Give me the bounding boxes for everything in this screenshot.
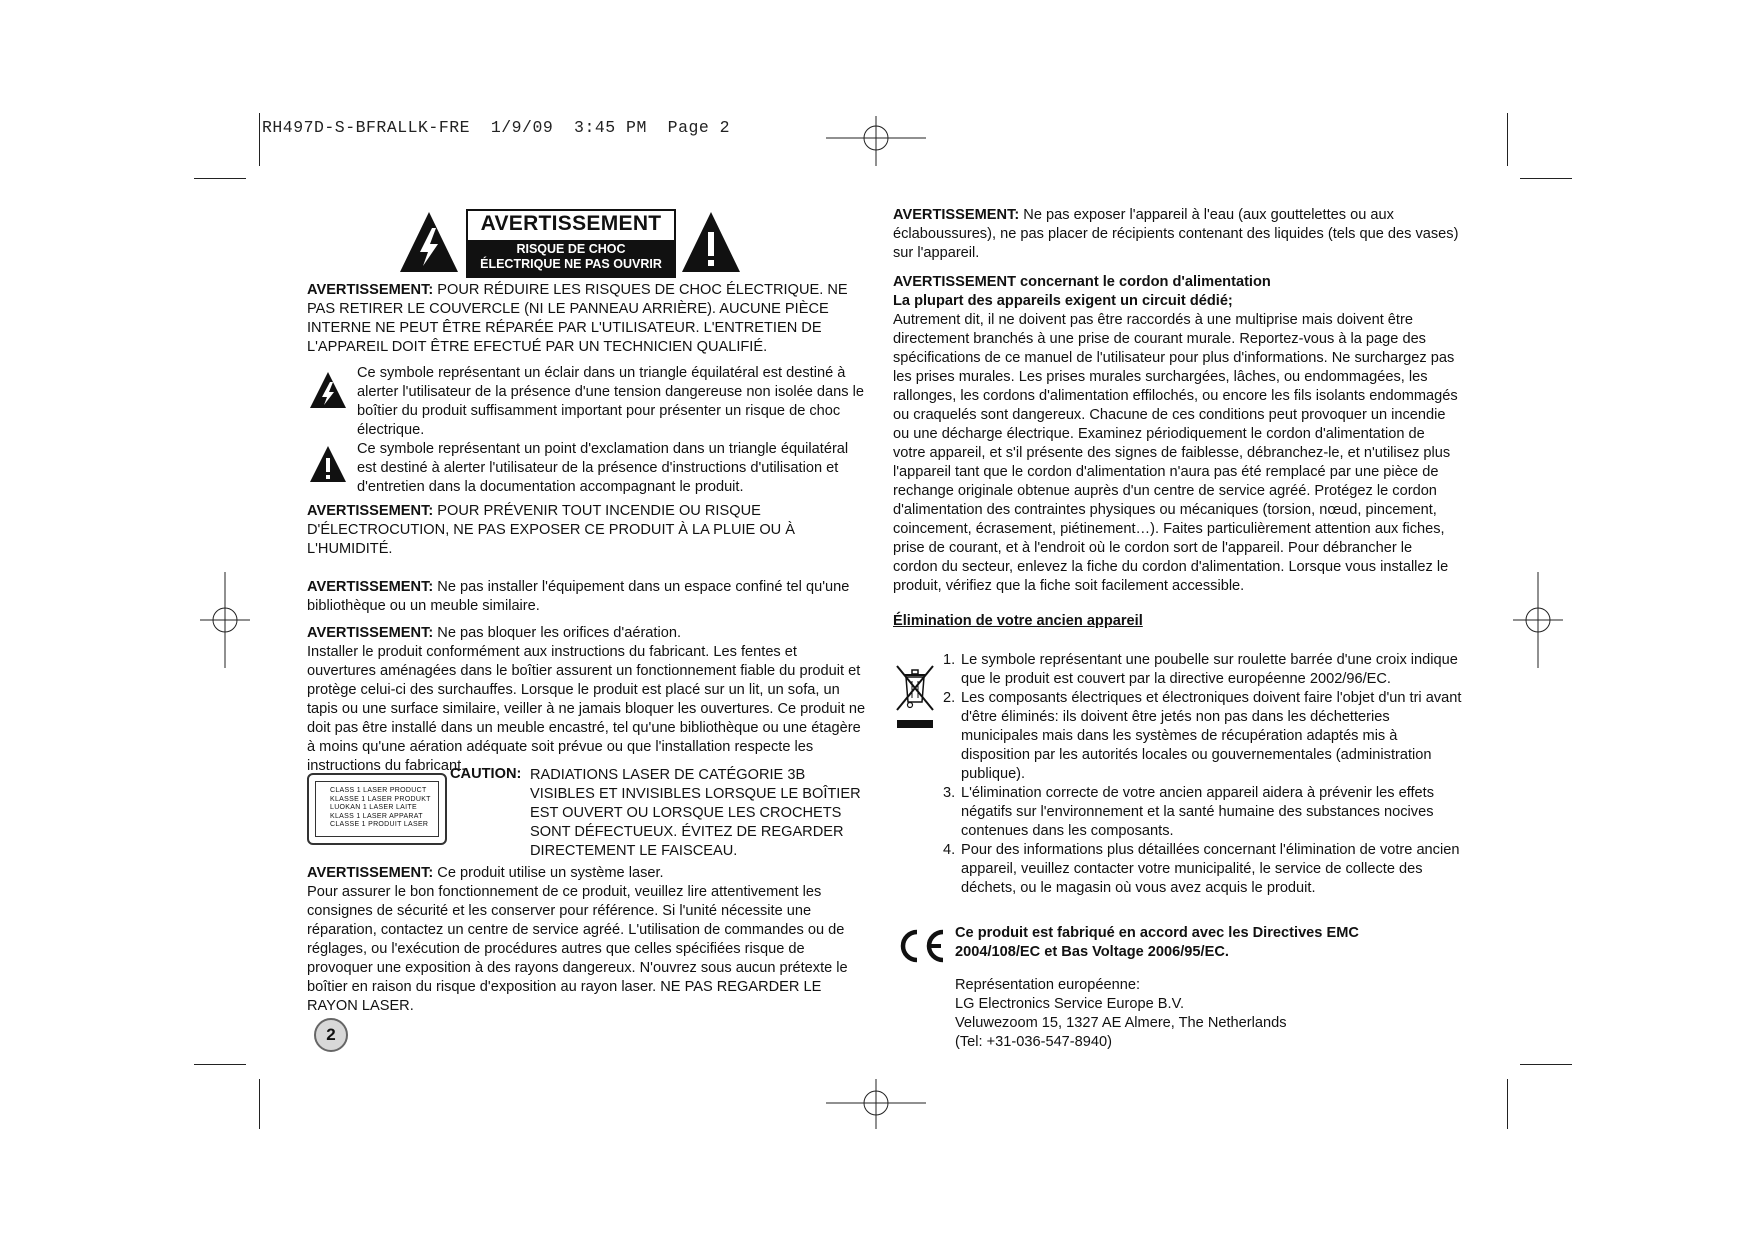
warning-label [466,209,676,278]
left-column-bottom [307,864,871,1016]
warning-label-subtitle: RISQUE DE CHOC ÉLECTRIQUE NE PAS OUVRIR [468,240,674,276]
disposal-list [943,651,1463,898]
warning-laser: AVERTISSEMENT: Ce produit utilise un système laser. [307,865,664,881]
warning-confined-space: AVERTISSEMENT: Ne pas installer l'équipement dans un espace confiné tel qu'une bibliothèque ou un meuble similaire. [307,579,850,614]
ce-mark-icon [893,926,949,966]
crossed-bin-icon [893,660,937,732]
cord-heading: AVERTISSEMENT concernant le cordon d'alimentation [893,274,1271,290]
warning-fire: AVERTISSEMENT: POUR PRÉVENIR TOUT INCENDIE OU RISQUE D'ÉLECTROCUTION, NE PAS EXPOSER CE PRODUIT À LA PLUIE OU À L'HUMIDITÉ. [307,503,796,557]
cord-subheading: La plupart des appareils exigent un circuit dédié; [893,293,1233,309]
laser-class-label: CLASS 1 LASER PRODUCT KLASSE 1 LASER PRODUKT LUOKAN 1 LASER LAITE KLASS 1 LASER APPARAT CLASSE 1 PRODUIT LASER [307,773,447,845]
exclamation-triangle-icon [680,210,742,274]
registration-mark-bottom [820,1075,932,1131]
symbol-lightning-explanation: Ce symbole représentant un éclair dans un triangle équilatéral est destiné à alerter l'utilisateur de la présence d'une tension dangereuse non isolée dans le boîtier du produit suffisamment important pour présenter un risque de choc électrique. [357,365,864,438]
left-column-mid [307,502,867,776]
laser-text: Pour assurer le bon fonctionnement de ce produit, veuillez lire attentivement les consignes de sécurité et les conserver pour référence. Si l'unité nécessite une réparation, contactez un centre de service agréé. L'utilisation de commandes ou de réglages, ou l'exécution de procédures autres que celles spécifiées risque de provoquer une exposition à des rayons dangereux. N'ouvrez sous aucun prétexte le boîtier en raison du risque d'exposition au rayon laser. NE PAS REGARDER LE RAYON LASER. [307,884,848,1014]
eu-representative: Représentation européenne: LG Electronics Service Europe B.V. Veluwezoom 15, 1327 AE Almere, The Netherlands (Tel: +31-036-547-8940) [955,977,1287,1050]
warning-water: AVERTISSEMENT: Ne pas exposer l'appareil à l'eau (aux gouttelettes ou aux éclaboussures), ne pas placer de récipients contenant des liquides (tels que des vases) sur l'appareil. [893,207,1459,261]
page-number: 2 [314,1018,348,1052]
list-item: 1. Le symbole représentant une poubelle sur roulette barrée d'une croix indique que le produit est couvert par la directive européenne 2002/96/EC. [943,652,1458,687]
symbol-exclamation-explanation: Ce symbole représentant un point d'exclamation dans un triangle équilatéral est destiné à alerter l'utilisateur de la présence d'instructions d'utilisation et d'entretien dans la documentation accompagnant le produit. [357,441,849,495]
list-item: 3. L'élimination correcte de votre ancien appareil aidera à prévenir les effets négatifs sur l'environnement et la santé humaine des substances nocives contenues dans les composants. [943,785,1435,839]
right-column [893,206,1459,631]
warning-label-title: AVERTISSEMENT [480,212,662,235]
cord-text: Autrement dit, il ne doivent pas être raccordés à une multiprise mais doivent être directement branchés à une prise de courant murale. Reportez-vous à la page des spécifications de ce manuel de l'utilisateur pour plus d'informations. Ne surchargez pas les prises murales. Les prises murales surchargées, lâches, ou endommagées, les rallonges, les cordons d'alimentation effilochés, ou encore les fils isolants endommagés ou craquelés sont dangereux. Chacune de ces conditions peut provoquer un incendie ou une décharge électrique. Examinez périodiquement le cordon d'alimentation de votre appareil, et s'il présente des signes de faiblesse, débranchez-le, et n'utilisez plus l'appareil tant que le cordon d'alimentation n'aura pas été remplacé par une pièce de rechange originale obtenue auprès d'un centre de service agréé. Protégez le cordon d'alimentation des contraintes physiques ou mécaniques (torsion, nœud, pincement, coincement, écrasement, piétinement…). Faites particulièrement attention aux fiches, prise de courant, et à l'endroit où le cordon sort de l'appareil. Pour débrancher le cordon du secteur, enlevez la fiche du cordon d'alimentation. Lorsque vous installez le produit, vérifiez que la fiche soit facilement accessible. [893,312,1458,594]
ce-compliance-text: Ce produit est fabriqué en accord avec les Directives EMC 2004/108/EC et Bas Voltage 2006/95/EC. [955,925,1359,960]
print-header: RH497D-S-BFRALLK-FRE 1/9/09 3:45 PM Page 2 [262,118,731,137]
caution-text: RADIATIONS LASER DE CATÉGORIE 3B VISIBLES ET INVISIBLES LORSQUE LE BOÎTIER EST OUVERT OU LORSQUE LES CROCHETS SONT DÉFECTUEUX. ÉVITEZ DE REGARDER DIRECTEMENT LE FAISCEAU. [530,767,861,859]
warning-shock: AVERTISSEMENT: POUR RÉDUIRE LES RISQUES DE CHOC ÉLECTRIQUE. NE PAS RETIRER LE COUVERCLE (NI LE PANNEAU ARRIÈRE). AUCUNE PIÈCE INTERNE NE PEUT ÊTRE RÉPARÉE PAR L'UTILISATEUR. L'ENTRETIEN DE L'APPAREIL DOIT ÊTRE EFECTUÉ PAR UN TECHNICIEN QUALIFIÉ. [307,282,848,355]
caution-label: CAUTION: [450,766,522,782]
disposal-heading: Élimination de votre ancien appareil [893,613,1143,629]
warning-ventilation: AVERTISSEMENT: Ne pas bloquer les orifices d'aération. [307,625,682,641]
left-column [307,281,867,357]
lightning-triangle-icon [398,210,460,274]
registration-mark-left [190,568,260,672]
registration-mark-right [1503,568,1573,672]
list-item: 4. Pour des informations plus détaillées concernant l'élimination de votre ancien appareil, veuillez contacter votre municipalité, le service de collecte des déchets, ou le magasin où vous avez acquis le produit. [943,842,1460,896]
list-item: 2. Les composants électriques et électroniques doivent faire l'objet d'un tri avant d'être éliminés: ils doivent être jetés non pas dans les déchetteries municipales mais dans les systèmes de récupération adaptés mis à disposition par les autorités locales ou gouvernementales (administration publique). [943,690,1462,782]
ventilation-text: Installer le produit conformément aux instructions du fabricant. Les fentes et ouvertures aménagées dans le boîtier assurent un fonctionnement fiable du produit et protège celui-ci des surchauffes. Lorsque le produit est placé sur un lit, un sofa, un tapis ou une surface similaire, veiller à ne jamais bloquer les ouvertures. Ce produit ne doit pas être installé dans un meuble encastré, tel qu'une bibliothèque ou une étagère à moins qu'une aération adéquate soit prévue ou que l'installation respecte les instructions du fabricant. [307,644,866,774]
registration-mark-top [820,112,932,168]
